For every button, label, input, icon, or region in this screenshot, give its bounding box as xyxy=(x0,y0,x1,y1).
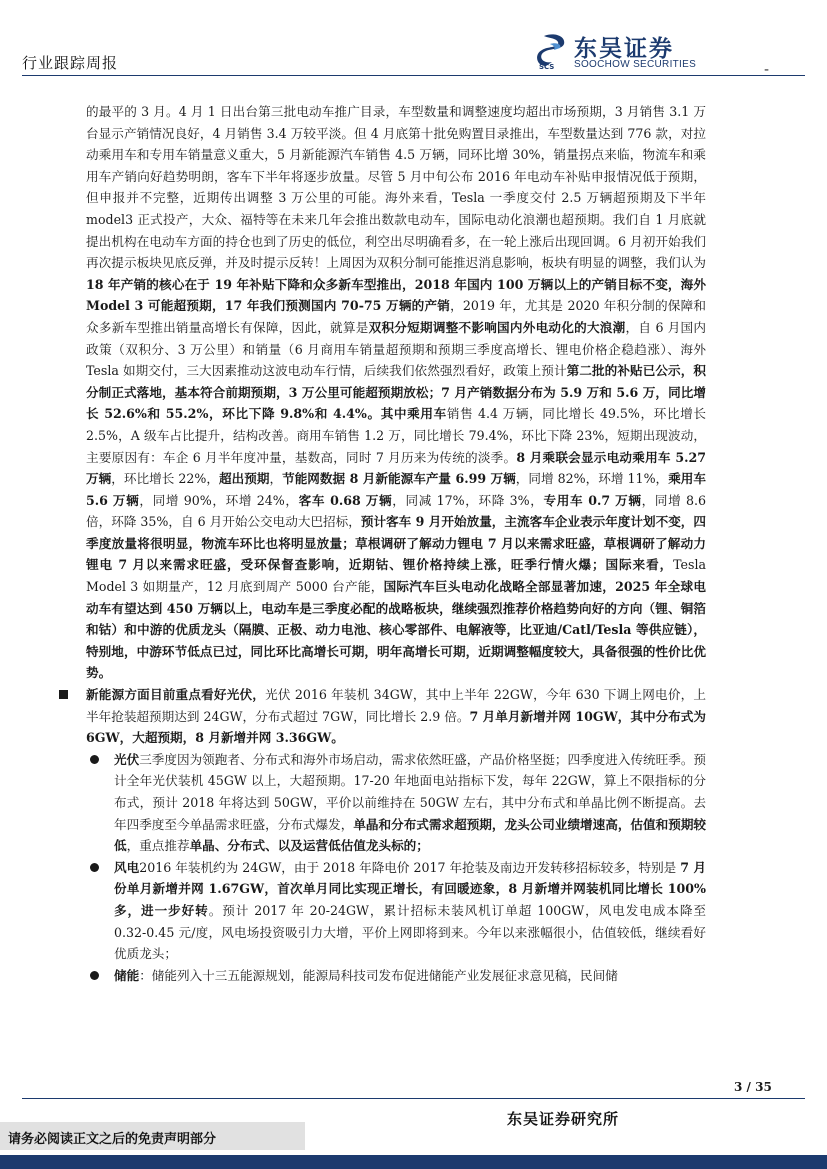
bold-text-run: 双积分短期调整不影响国内外电动化的大浪潮 xyxy=(368,319,626,335)
text-run: ，自 6 月国内政策（双积分、3 万公里）和销量（6 月商用车销量超预期和预期三季度高增长、锂电价格企稳趋涨）、海外 Tesla 如期交付，三大因素推动这波电动车行情，后续我们依然强烈看好，政策上预计 xyxy=(86,319,706,379)
sub-bullet-photovoltaic xyxy=(86,749,706,857)
bold-text-run: 客车 0.68 万辆 xyxy=(298,492,393,508)
bold-text-run: 8 月乘联会显示电动乘用车 5.27 万辆 xyxy=(86,449,706,487)
bold-text-run: 18 年产销的核心在于 19 年补贴下降和众多新车型推出，2018 年国内 100 万辆以上的产销目标不变，海外 Model 3 可能超预期，17 年我们预测国内 70-75 万辆的产销 xyxy=(86,276,706,314)
text-run: ，重点推荐 xyxy=(126,838,190,854)
logo-english-name: SOOCHOW SECURITIES xyxy=(574,59,697,70)
bullet-paragraph-new-energy xyxy=(86,684,706,749)
text-run: 销售 4.4 万辆，同比增长 49.5%，环比增长 2.5%，A 级车占比提升，结构改善。商用车销售 1.2 万，同比增长 79.4%，环比下降 23%，短期出现波动，主要原因有：车企 6 月半年度冲量，基数高，同时 7 月历来为传统的淡季。 xyxy=(86,406,706,465)
footer-color-bar xyxy=(0,1155,827,1169)
footer-rule xyxy=(22,1098,805,1099)
bold-text-run: 乘用车 5.6 万辆 xyxy=(86,471,707,508)
text-run: ，同增 90%，环增 24%， xyxy=(139,492,299,508)
bold-text-run: 国际汽车巨头电动化战略全部显著加速，2025 年全球电动车有望达到 450 万辆以上，电动车是三季度必配的战略板块，继续强烈推荐价格趋势向好的方向（锂、铜箔和钴）和中游的优质龙头（隔膜、正极、动力电池、核心零部件、电解液等，比亚迪/Catl/Tesla 等供应链），特别地，中游环节低点已过，同比环比高增长可期，明年高增长可期，近期调整幅度较大，具备很强的性价比优势。 xyxy=(86,579,706,681)
bold-text-run: 新能源方面目前重点看好光伏， xyxy=(86,687,266,703)
logo-chinese-name: 东吴证券 xyxy=(574,36,674,62)
disclaimer-text: 请务必阅读正文之后的免责声明部分 xyxy=(8,1132,217,1147)
text-run: ， xyxy=(269,471,283,487)
research-institute-name: 东吴证券研究所 xyxy=(507,1110,620,1128)
dot-bullet-icon xyxy=(90,863,99,872)
body-paragraph-1 xyxy=(86,101,706,684)
bold-text-run: 7 月份单月新增并网 1.67GW，首次单月同比实现正增长，有回暖迹象，8 月新增并网装机同比增长 100%多，进一步好转 xyxy=(114,859,707,918)
text-run: Tesla Model 3 如期量产，12 月底到周产 5000 台产能， xyxy=(86,557,706,595)
text-run: 的最平的 3 月。4 月 1 日出台第三批电动车推广目录，车型数量和调整速度均超出市场预期，3 月销售 3.1 万台显示产销情况良好，4 月销售 3.4 万较平淡。但 4 月底第十批免购置目录推出，车型数量达到 776 款，对拉动乘用车和专用车销量意义重大，5 月新能源汽车销售 4.5 万辆，同环比增 30%，销量拐点来临，物流车和乘用车产销向好趋势明朗，客车下半年将逐步放量。尽管 5 月中旬公布 2016 年电动车补贴申报情况低于预期，但申报并不完整，近期传出调整 3 万公里的可能。海外来看，Tesla 一季度交付 2.5 万辆超预期及下半年 model3 正式投产，大众、福特等在未来几年会推出数款电动车，国际电动化浪潮也超预期。我们自 1 月底就提出机构在电动车方面的持仓也到了历史的低位，利空出尽明确看多，在一轮上涨后出现回调。6 月初开始我们再次提示板块见底反弹，并及时提示反转！上周因为双积分制可能推迟消息影响，板块有明显的调整，我们认为 xyxy=(86,104,706,271)
bold-text-run: 专用车 0.7 万辆 xyxy=(543,492,642,508)
text-run: 2016 年装机约为 24GW，由于 2018 年降电价 2017 年抢装及南边开发转移招标较多，特别是 xyxy=(139,859,681,875)
page-number: 3 / 35 xyxy=(734,1080,772,1094)
text-run: ：储能列入十三五能源规划，能源局科技司发布促进储能产业发展征求意见稿，民间储 xyxy=(139,967,618,983)
text-run: 。预计 2017 年 20-24GW，累计招标未装风机订单超 100GW，风电发电成本降至 0.32-0.45 元/度，风电场投资吸引力大增，平价上网即将到来。今年以来涨幅很小，估值较低，继续看好优质龙头； xyxy=(114,902,706,962)
bold-text-run: 储能 xyxy=(114,967,140,983)
bold-text-run: 第二批的补贴已公示，积分制正式落地，基本符合前期预期，3 万公里可能超预期放松；7 月产销数据分布为 5.9 万和 5.6 万，同比增长 52.6%和 55.2%，环比下降 9.8%和 4.4%。其中乘用车 xyxy=(86,363,706,422)
header-dash: - xyxy=(763,62,769,78)
bold-text-run: 单晶和分布式需求超预期，龙头公司业绩增速高，估值和预期较低 xyxy=(114,816,707,854)
text-run: ，同减 17%，环降 3%， xyxy=(392,492,544,508)
bold-text-run: 节能网数据 8 月新能源车产量 6.99 万辆 xyxy=(282,471,516,487)
report-type-label: 行业跟踪周报 xyxy=(22,54,119,72)
bold-text-run: 预计客车 9 月开始放量，主流客车企业表示年度计划不变，四季度放量将很明显，物流车环比也将明显放量；草根调研了解动力锂电 7 月以来需求旺盛，草根调研了解动力锂电 7 月以来需求旺盛，受环保督查影响，近期钴、锂价格持续上涨，旺季行情火爆；国际来看， xyxy=(86,514,706,573)
text-run: 三季度因为领跑者、分布式和海外市场启动，需求依然旺盛，产品价格坚挺；四季度进入传统旺季。预计全年光伏装机 45GW 以上，大超预期。17-20 年地面电站指标下发，每年 22GW，算上不限指标的分布式，预计 2018 年将达到 50GW，平价以前维持在 50GW 左右，其中分布式和单晶比例不断提高。去年四季度至今单晶需求旺盛，分布式爆发， xyxy=(114,751,707,832)
sub-bullet-wind-power xyxy=(86,857,706,965)
company-logo xyxy=(536,30,706,72)
bold-text-run: 超出预期 xyxy=(218,471,270,487)
logo-mark-icon xyxy=(536,32,570,70)
text-run: ，2019 年，尤其是 2020 年积分制的保障和众多新车型推出销量高增长有保障，因此，就算是 xyxy=(86,298,706,335)
report-body xyxy=(86,101,706,986)
sub-bullet-energy-storage xyxy=(86,965,706,987)
text-run: ，环比增长 22%， xyxy=(111,471,219,487)
header-rule xyxy=(22,75,805,76)
bullet-text-new-energy xyxy=(86,687,706,745)
bold-text-run: 7 月单月新增并网 10GW，其中分布式为 6GW，大超预期，8 月新增并网 3.36GW。 xyxy=(86,708,706,746)
bold-text-run: 光伏 xyxy=(114,751,140,767)
dot-bullet-icon xyxy=(90,755,99,764)
svg-text:SCS: SCS xyxy=(539,63,555,70)
square-bullet-icon xyxy=(59,690,68,699)
sub-bullet-text-energy-storage xyxy=(114,968,618,983)
text-run: ，同增 82%，环增 11%， xyxy=(515,471,669,487)
dot-bullet-icon xyxy=(90,971,99,980)
bold-text-run: 单晶、分布式、以及运营低估值龙头标的； xyxy=(189,838,429,854)
disclaimer-banner xyxy=(0,1122,305,1150)
sub-bullet-text-photovoltaic xyxy=(114,752,706,853)
bold-text-run: 风电 xyxy=(114,859,140,875)
sub-bullet-text-wind-power xyxy=(114,860,706,961)
text-run: 光伏 2016 年装机 34GW，其中上半年 22GW，今年 630 下调上网电价，上半年抢装超预期达到 24GW，分布式超过 7GW，同比增长 2.9 倍。 xyxy=(86,687,707,724)
text-run: ，同增 8.6 倍，环降 35%，自 6 月开始公交电动大巴招标， xyxy=(86,492,706,530)
